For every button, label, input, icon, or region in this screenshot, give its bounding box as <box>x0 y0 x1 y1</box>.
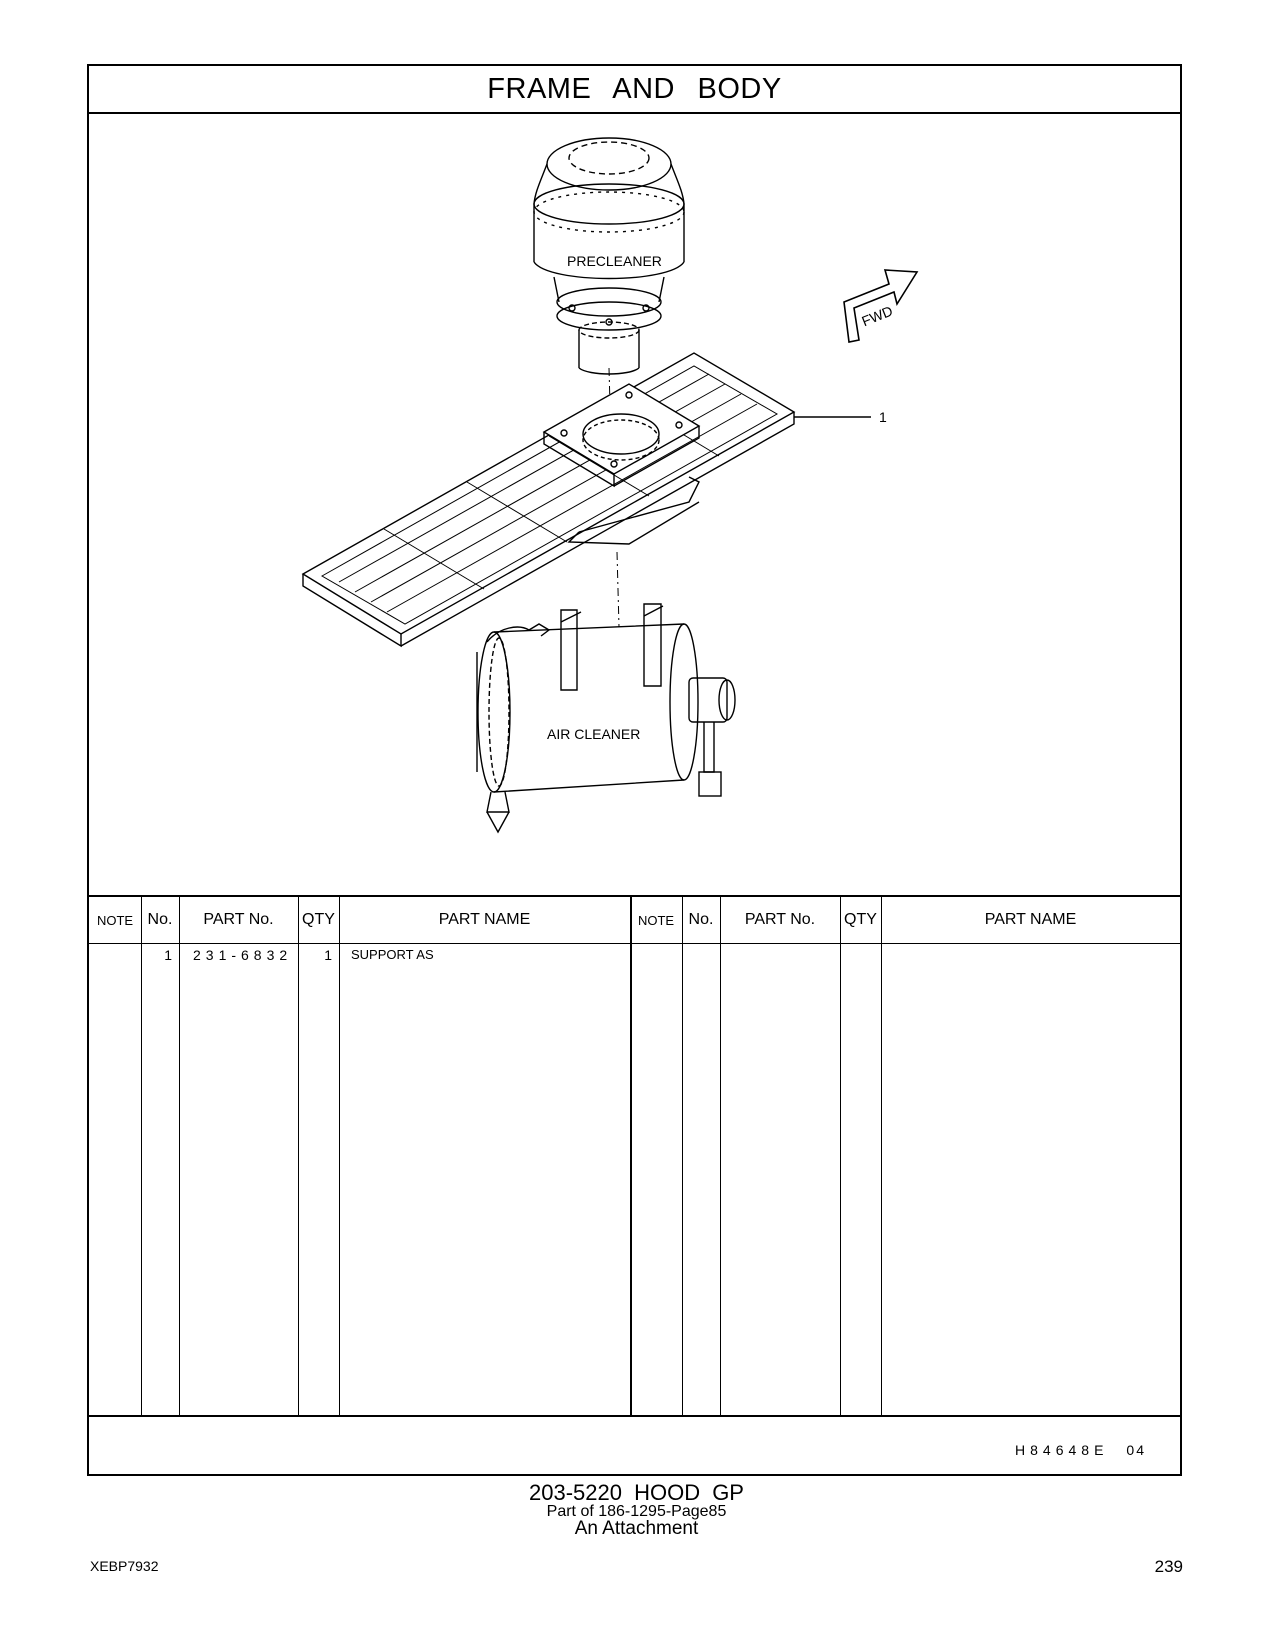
column-divider <box>141 897 142 1415</box>
header-note-right: NOTE <box>637 912 675 928</box>
caption-type: An Attachment <box>574 1518 699 1539</box>
document-id <box>1015 1442 1146 1458</box>
forward-arrow-icon <box>844 270 917 342</box>
header-part-no-right: PART No. <box>744 911 816 928</box>
caption-parent-reference: Part of 186-1295-Page85 <box>546 1503 727 1520</box>
fwd-label: FWD <box>859 302 895 330</box>
row-no: 1 <box>164 947 172 963</box>
column-divider <box>881 897 882 1415</box>
column-divider <box>720 897 721 1415</box>
header-no: No. <box>147 911 173 928</box>
header-note: NOTE <box>96 912 134 928</box>
column-divider <box>298 897 299 1415</box>
header-part-name-right: PART NAME <box>984 911 1077 928</box>
row-part-name: SUPPORT AS <box>351 947 434 962</box>
column-divider <box>630 897 632 1415</box>
header-qty-right: QTY <box>844 911 877 928</box>
precleaner-drawing <box>534 138 684 374</box>
callout-1: 1 <box>879 409 887 425</box>
row-qty: 1 <box>324 947 332 963</box>
exploded-view-illustration <box>89 112 1180 895</box>
row-part-no: 231-6832 <box>193 947 293 963</box>
column-divider <box>339 897 340 1415</box>
precleaner-label: PRECLEANER <box>567 253 662 269</box>
header-part-name: PART NAME <box>438 911 531 928</box>
caption-title: 203-5220 HOOD GP <box>529 1480 744 1505</box>
column-divider <box>179 897 180 1415</box>
document-code: H84648E <box>1015 1442 1109 1458</box>
section-title: FRAME AND BODY <box>89 66 1180 114</box>
publication-code: XEBP7932 <box>90 1558 159 1574</box>
page-number: 239 <box>1154 1557 1183 1576</box>
air-cleaner-drawing <box>477 604 735 832</box>
table-header-divider <box>89 943 1180 944</box>
header-part-no: PART No. <box>203 911 274 928</box>
support-assembly-drawing <box>303 353 887 646</box>
header-no-right: No. <box>688 911 714 928</box>
column-divider <box>840 897 841 1415</box>
document-revision: 04 <box>1126 1442 1146 1458</box>
air-cleaner-label: AIR CLEANER <box>547 726 641 742</box>
parts-table <box>89 895 1180 1417</box>
column-divider <box>682 897 683 1415</box>
header-qty: QTY <box>302 911 335 928</box>
page-caption <box>0 1482 1273 1538</box>
parts-page-frame <box>87 64 1182 1476</box>
